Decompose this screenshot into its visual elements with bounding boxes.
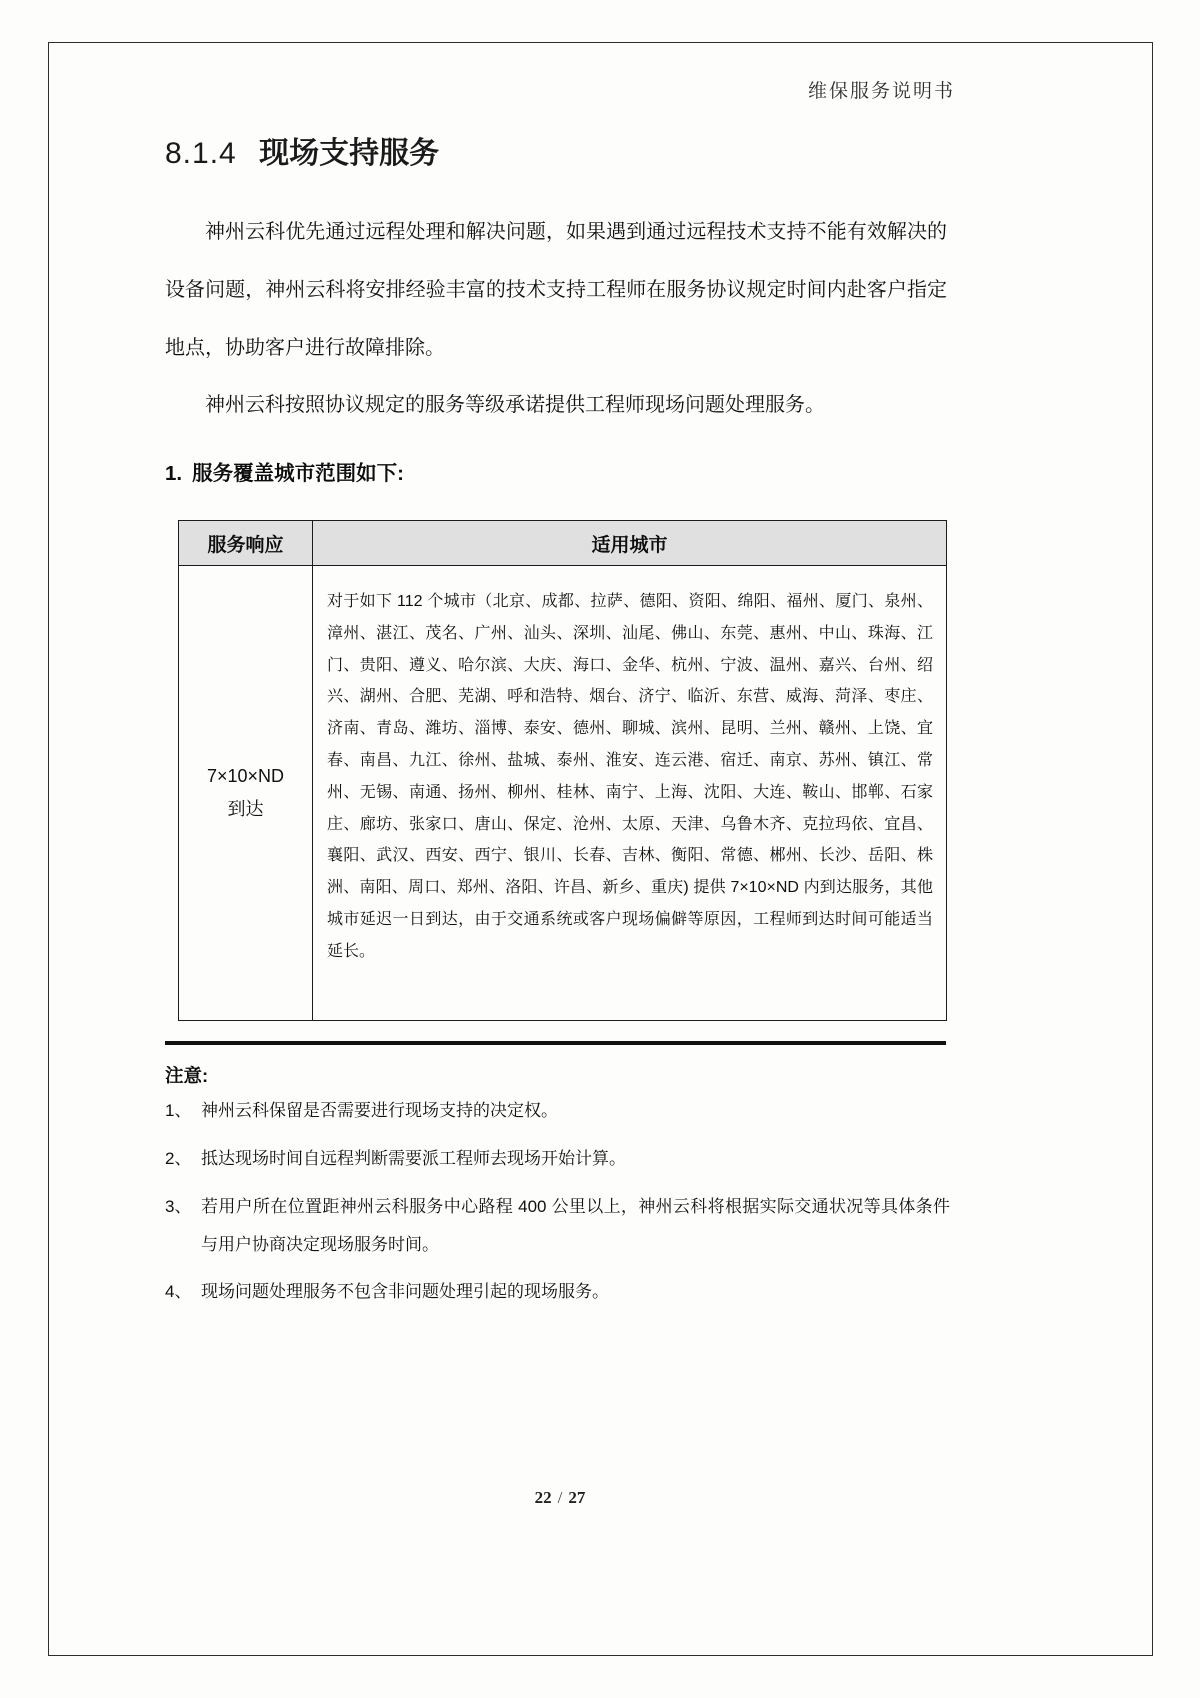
service-response-cell [179,566,313,1021]
running-header: 维保服务说明书 [807,81,955,102]
paragraph-service-level: 神州云科按照协议规定的服务等级承诺提供工程师现场问题处理服务。 [205,394,825,416]
section-title: 现场支持服务 [259,137,440,170]
paragraph-remote-first: 神州云科优先通过远程处理和解决问题，如果遇到通过远程技术支持不能有效解决的设备问题，神州云科将安排经验丰富的技术支持工程师在服务协议规定时间内赴客户指定地点，协助客户进行故障排除。 [165,221,947,359]
note-text: 若用户所在位置距神州云科服务中心路程 400 公里以上，神州云科将根据实际交通状况等具体条件与用户协商决定现场服务时间。 [201,1197,950,1254]
page-separator: / [557,1488,563,1507]
applicable-cities-cell: 对于如下 112 个城市（北京、成都、拉萨、德阳、资阳、绵阳、福州、厦门、泉州、漳州、湛江、茂名、广州、汕头、深圳、汕尾、佛山、东莞、惠州、中山、珠海、江门、贵阳、遵义、哈尔滨、大庆、海口、金华、杭州、宁波、温州、嘉兴、台州、绍兴、湖州、合肥、芜湖、呼和浩特、烟台、济宁、临沂、东营、威海、菏泽、枣庄、济南、青岛、潍坊、淄博、泰安、德州、聊城、滨州、昆明、兰州、赣州、上饶、宜春、南昌、九江、徐州、盐城、泰州、淮安、连云港、宿迁、南京、苏州、镇江、常州、无锡、南通、扬州、柳州、桂林、南宁、上海、沈阳、大连、鞍山、邯郸、石家庄、廊坊、张家口、唐山、保定、沧州、太原、天津、乌鲁木齐、克拉玛依、宜昌、襄阳、武汉、西安、西宁、银川、长春、吉林、衡阳、常德、郴州、长沙、岳阳、株洲、南阳、周口、郑州、洛阳、许昌、新乡、重庆) 提供 7×10×ND 内到达服务，其他城市延迟一日到达，由于交通系统或客户现场偏僻等原因，工程师到达时间可能适当延长。 [313,566,947,1021]
table-row [179,566,947,1021]
service-response-arrival: 到达 [227,799,264,819]
notes-title: 注意: [165,1065,209,1086]
service-coverage-table [178,520,947,1021]
note-item-2 [165,1140,950,1178]
note-number: 3、 [165,1197,192,1216]
page-number: 22 [534,1488,552,1507]
note-number: 2、 [165,1149,192,1168]
coverage-list-heading [165,456,947,486]
note-number: 1、 [165,1101,192,1120]
service-response-value: 7×10×ND [206,766,285,786]
note-text: 抵达现场时间自远程判断需要派工程师去现场开始计算。 [201,1149,626,1168]
note-text: 现场问题处理服务不包含非问题处理引起的现场服务。 [201,1282,609,1301]
note-number: 4、 [165,1282,192,1301]
section-number: 8.1.4 [165,137,237,170]
notes-divider [165,1041,946,1045]
note-item-4 [165,1273,950,1311]
coverage-list-text: 服务覆盖城市范围如下: [192,462,404,485]
total-pages: 27 [568,1488,586,1507]
table-header-row [179,521,947,566]
note-text: 神州云科保留是否需要进行现场支持的决定权。 [201,1101,558,1120]
section-heading [165,136,955,172]
table-header-service-response: 服务响应 [179,521,313,566]
table-header-applicable-cities: 适用城市 [313,521,947,566]
note-item-3 [165,1188,950,1264]
note-item-1 [165,1092,950,1130]
page-footer [165,1488,955,1508]
coverage-list-number: 1. [165,462,183,485]
